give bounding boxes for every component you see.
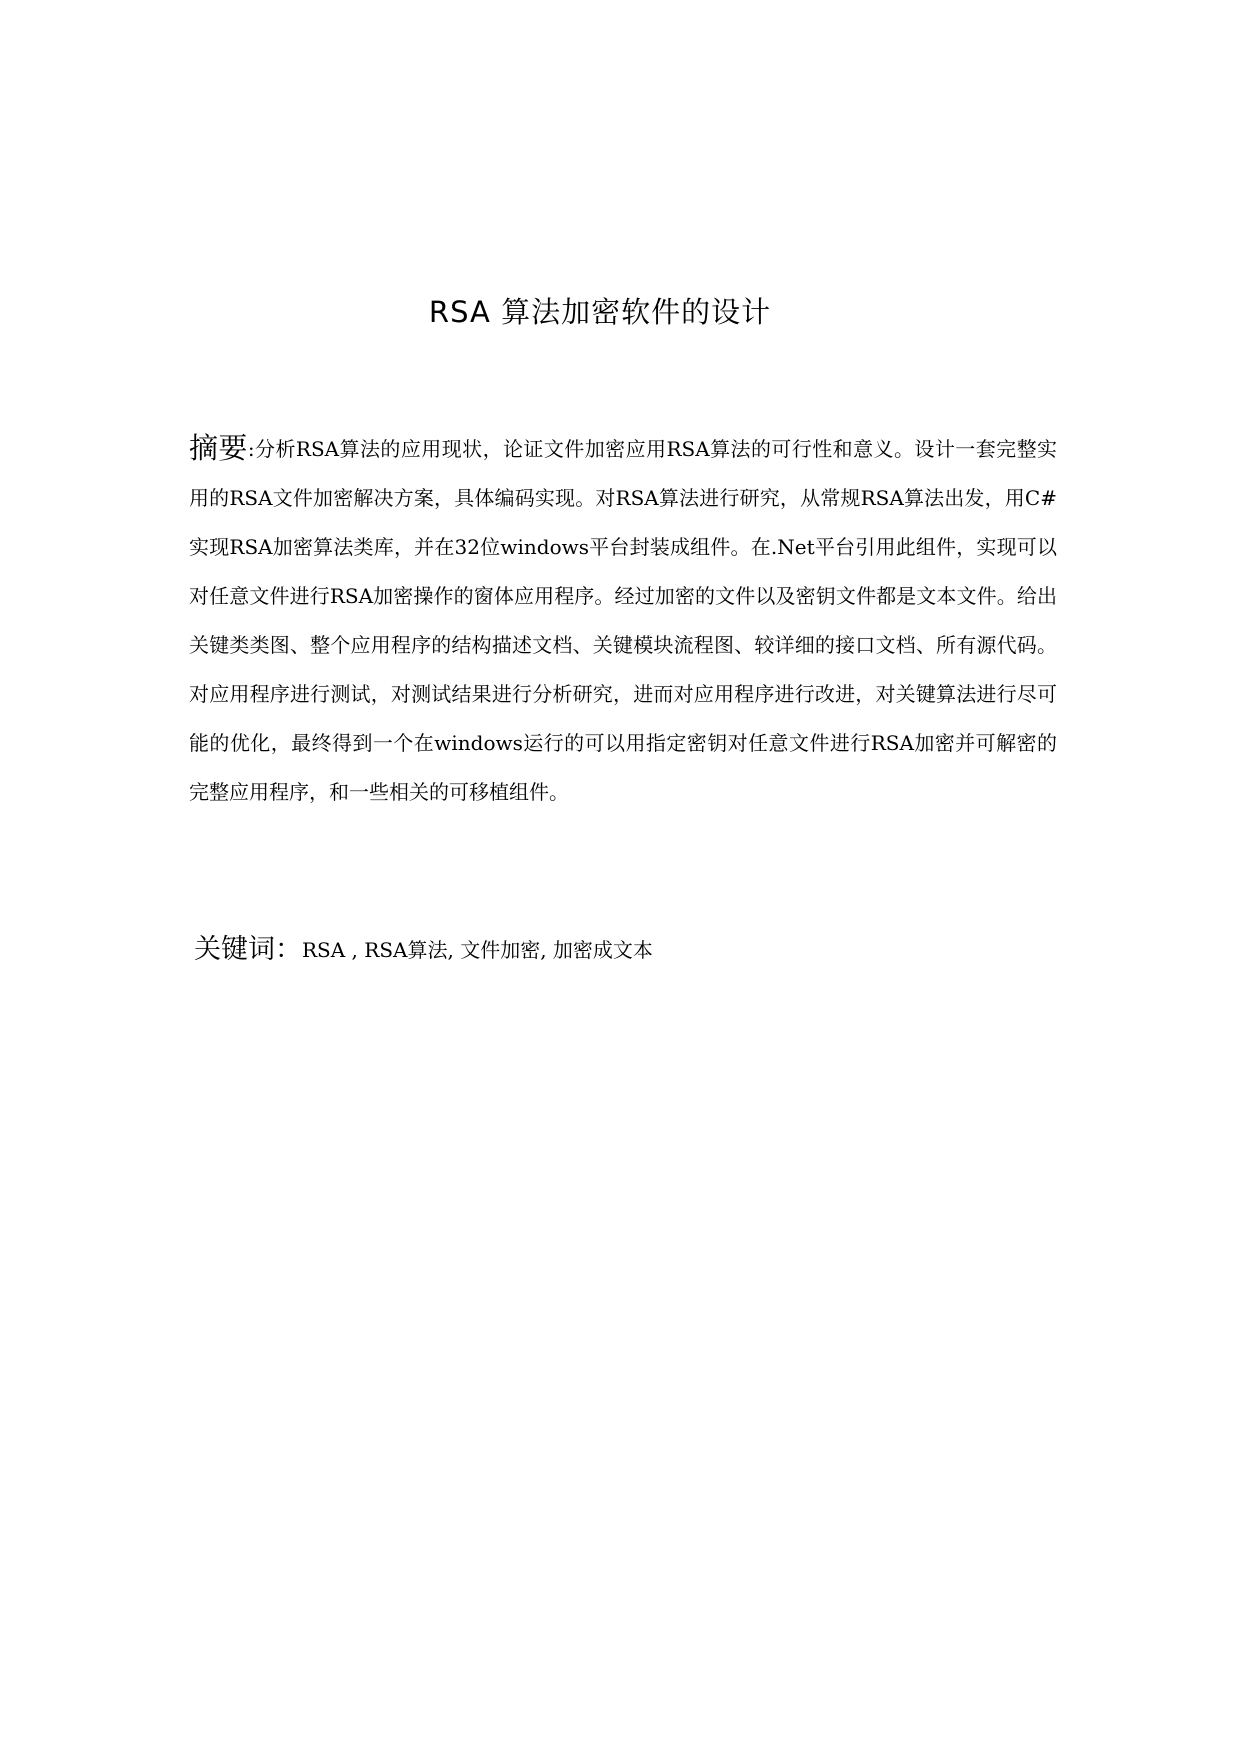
abstract-paragraph — [189, 424, 1057, 817]
document-title: RSA 算法加密软件的设计 — [428, 295, 772, 329]
abstract-text: 分析RSA算法的应用现状，论证文件加密应用RSA算法的可行性和意义。设计一套完整实用的RSA文件加密解决方案，具体编码实现。对RSA算法进行研究，从常规RSA算法出发，用C#实现RSA加密算法类库，并在32位windows平台封装成组件。在.Net平台引用此组件，实现可以对任意文件进行RSA加密操作的窗体应用程序。经过加密的文件以及密钥文件都是文本文件。给出关键类类图、整个应用程序的结构描述文档、关键模块流程图、较详细的接口文档、所有源代码。对应用程序进行测试，对测试结果进行分析研究，进而对应用程序进行改进，对关键算法进行尽可能的优化，最终得到一个在windows运行的可以用指定密钥对任意文件进行RSA加密并可解密的完整应用程序，和一些相关的可移植组件。 — [189, 437, 1057, 804]
abstract-separator: : — [247, 437, 255, 461]
keywords-line — [194, 930, 1054, 970]
abstract-label: 摘要 — [189, 431, 248, 465]
keywords-label: 关键词： — [194, 934, 302, 965]
keywords-text: RSA , RSA算法, 文件加密, 加密成文本 — [302, 938, 653, 962]
